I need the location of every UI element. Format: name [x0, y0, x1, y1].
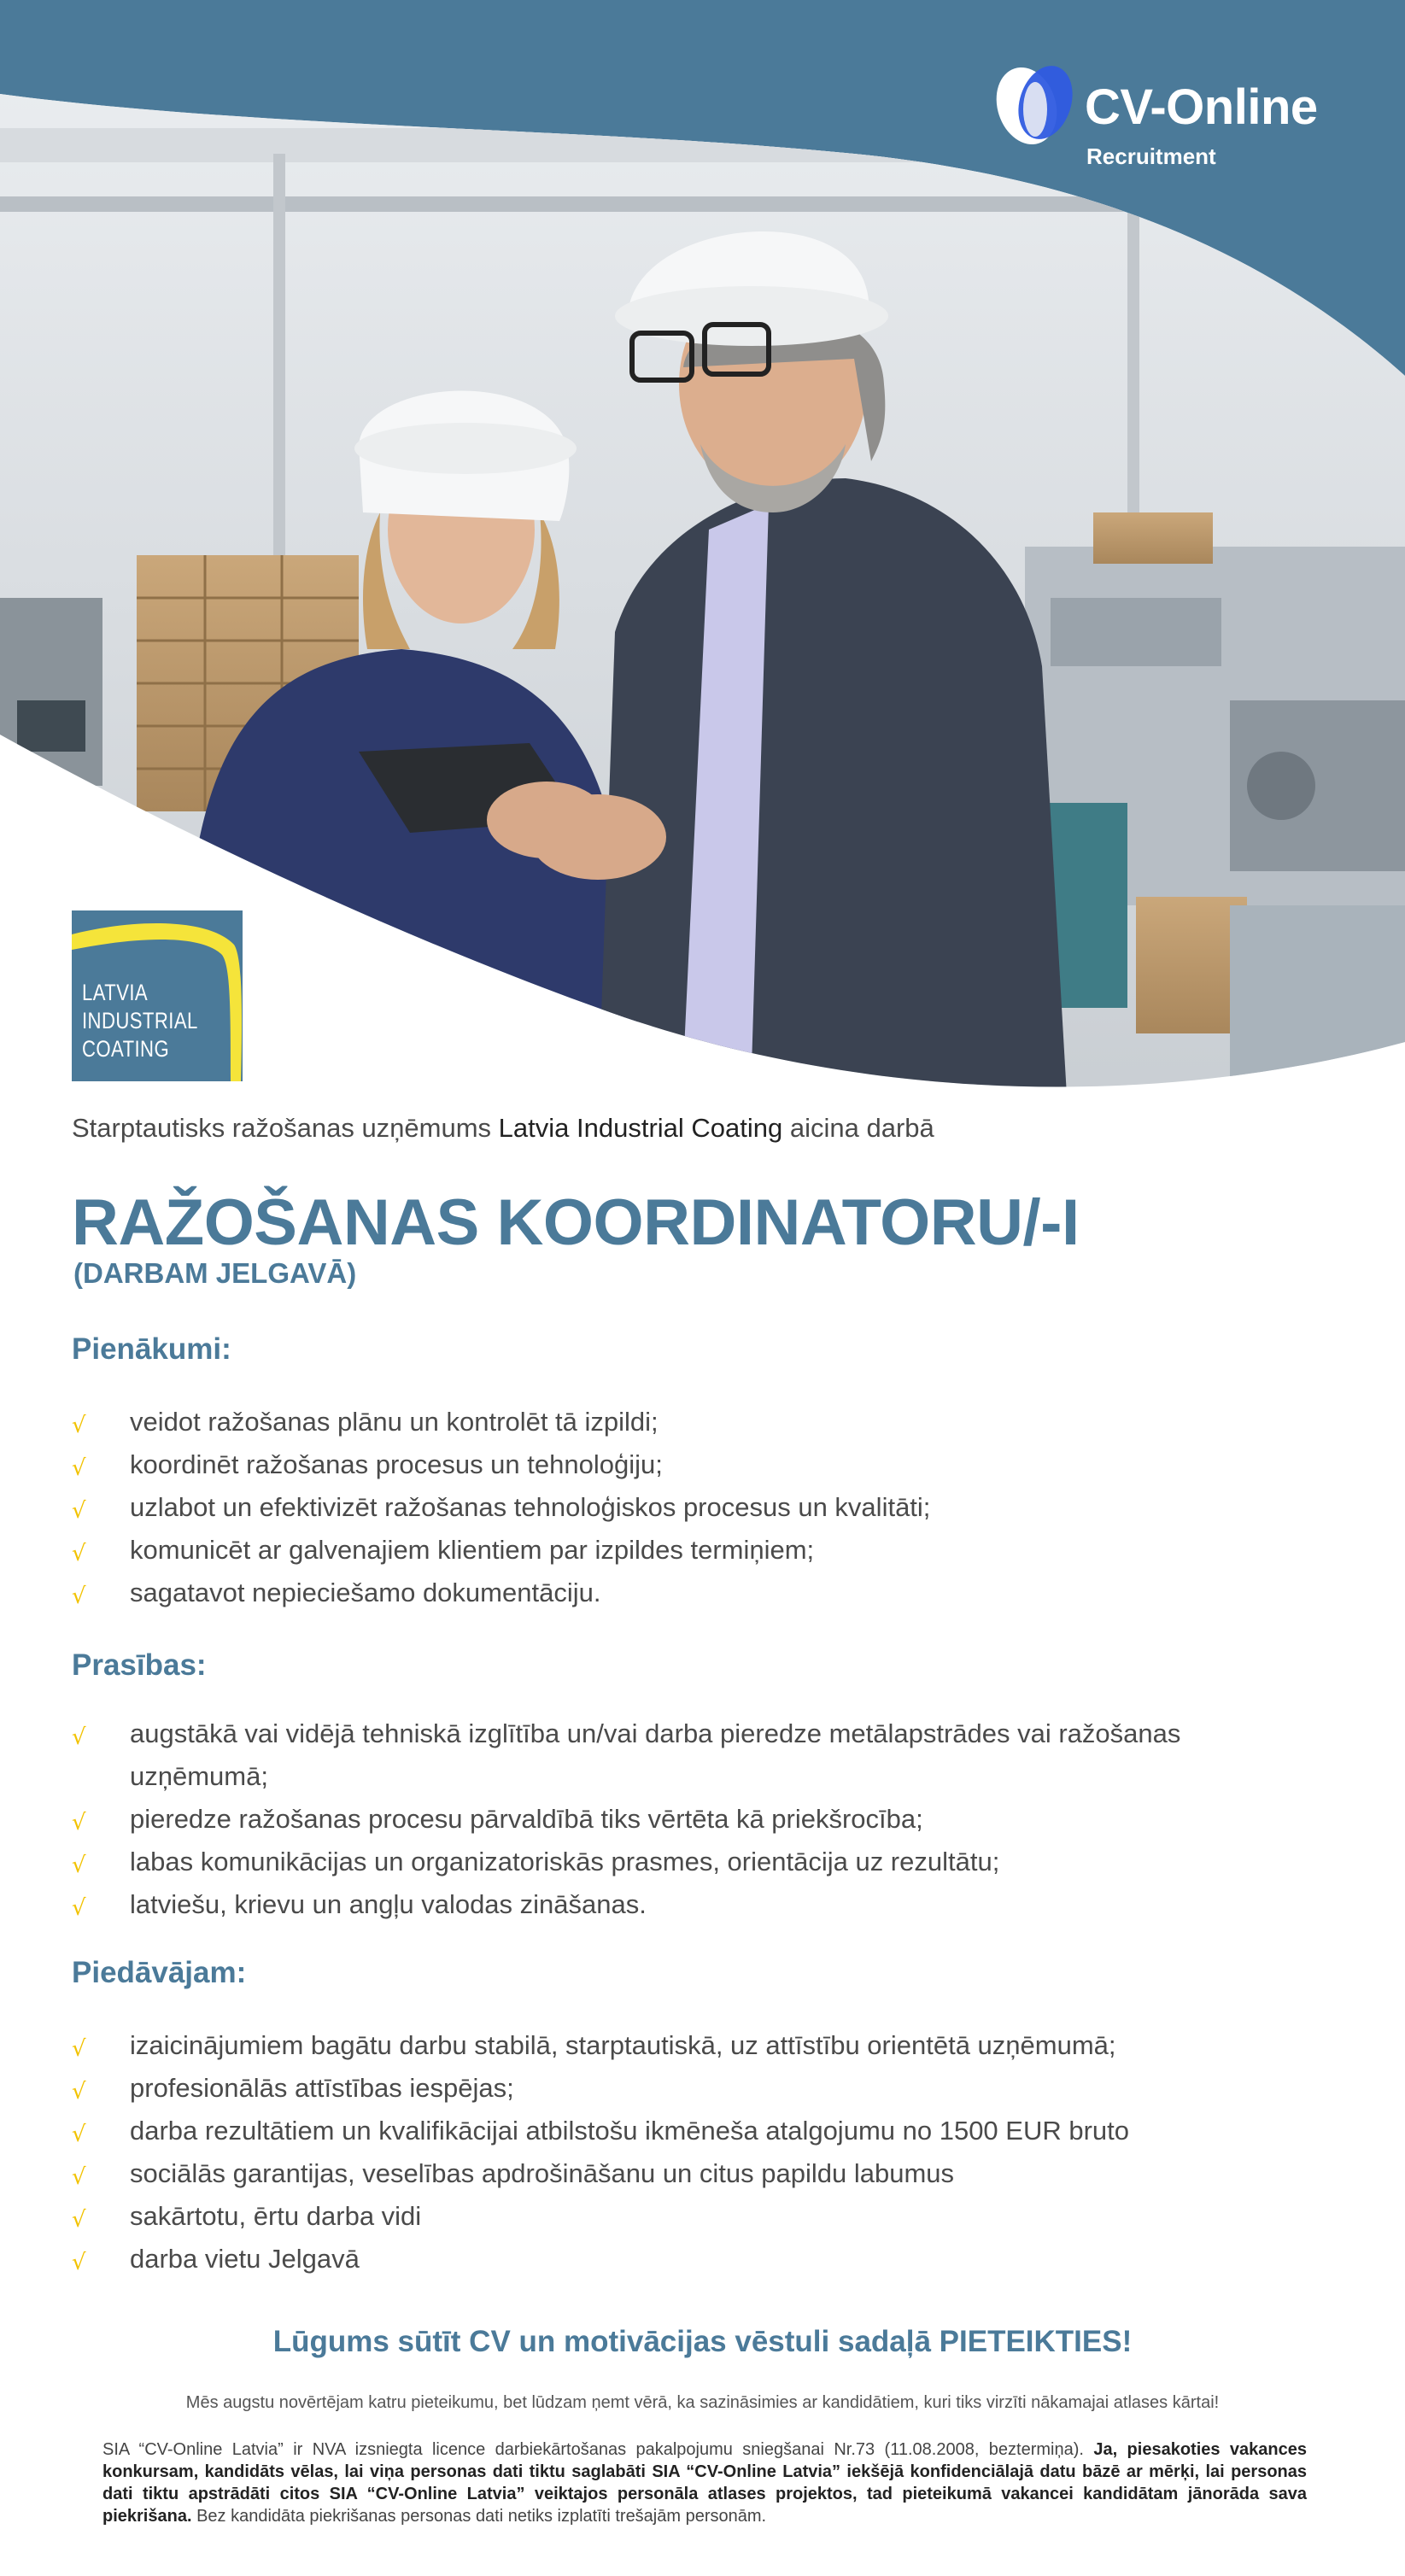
intro-after: aicina darbā: [782, 1113, 934, 1143]
check-icon: √: [72, 1724, 86, 1750]
list-item: √ uzlabot un efektivizēt ražošanas tehnoloģiskos procesus un kvalitāti;: [72, 1486, 1336, 1529]
legal-plain-2: Bez kandidāta piekrišanas personas dati netiks izplatīti trešajām personām.: [191, 2507, 767, 2526]
list-item: √ darba rezultātiem un kvalifikācijai atbilstošu ikmēneša atalgojumu no 1500 EUR bruto: [72, 2110, 1336, 2152]
hero-banner: [0, 0, 1405, 1102]
legal-plain-1: SIA “CV-Online Latvia” ir NVA izsniegta licence darbiekārtošanas pakalpojumu sniegšanai Nr.73 (11.08.2008, beztermiņa).: [102, 2440, 1094, 2459]
check-icon: √: [72, 1498, 86, 1524]
list-item: √ koordinēt ražošanas procesus un tehnoloģiju;: [72, 1443, 1336, 1486]
brand-name: CV-Online: [1085, 79, 1318, 135]
check-icon: √: [72, 1853, 86, 1878]
list-item: √ komunicēt ar galvenajiem klientiem par izpildes termiņiem;: [72, 1529, 1336, 1572]
intro-before: Starptautisks ražošanas uzņēmums: [72, 1113, 499, 1143]
logo-line-1: LATVIA: [82, 980, 149, 1005]
offers-list: [72, 2024, 1336, 2280]
list-item: √ augstākā vai vidējā tehniskā izglītība un/vai darba pieredze metālapstrādes vai ražošanas uzņēmumā;: [72, 1712, 1319, 1798]
check-icon: √: [72, 1584, 86, 1609]
logo-text: [82, 979, 198, 1063]
list-item: √ profesionālās attīstības iespējas;: [72, 2067, 1336, 2110]
cv-online-logo[interactable]: [992, 60, 1351, 179]
selection-note: Mēs augstu novērtējam katru pieteikumu, bet lūdzam ņemt vērā, ka sazināsimies ar kandidātiem, kuri tiks virzīti nākamajai atlases kārtai!: [185, 2393, 1220, 2412]
company-name: Latvia Industrial Coating: [498, 1113, 783, 1143]
cv-online-mark-icon: [992, 60, 1078, 149]
legal-bold: Ja, piesakoties vakances konkursam, kandidāts vēlas, lai viņa personas dati tiktu saglabāti SIA “CV-Online Latvia” iekšējā konfidenciālajā datu bāzē ar mērķi, lai personas dati tiktu apstrādāti citos SIA “CV-Online Latvia” veiktajos personāla atlases projektos, tad pieteikumā vakancei kandidātam jānorāda sava piekrišana.: [102, 2440, 1307, 2526]
requirements-list: [72, 1712, 1319, 1926]
list-item: √ labas komunikācijas un organizatoriskās prasmes, orientācija uz rezultātu;: [72, 1841, 1319, 1883]
check-icon: √: [72, 1413, 86, 1438]
list-item: √ veidot ražošanas plānu un kontrolēt tā izpildi;: [72, 1401, 1336, 1443]
check-icon: √: [72, 1895, 86, 1921]
job-title: RAŽOŠANAS KOORDINATORU/-I: [72, 1186, 1080, 1259]
check-icon: √: [72, 2036, 86, 2062]
logo-line-3: COATING: [82, 1036, 170, 1062]
list-item: √ sakārtotu, ērtu darba vidi: [72, 2195, 1336, 2238]
check-icon: √: [72, 2164, 86, 2190]
check-icon: √: [72, 2207, 86, 2233]
apply-call-to-action[interactable]: Lūgums sūtīt CV un motivācijas vēstuli sadaļā PIETEIKTIES!: [272, 2325, 1133, 2358]
job-subtitle: (DARBAM JELGAVĀ): [73, 1257, 357, 1289]
list-item: √ izaicinājumiem bagātu darbu stabilā, starptautiskā, uz attīstību orientētā uzņēmumā;: [72, 2024, 1336, 2067]
legal-notice: [102, 2438, 1307, 2527]
check-icon: √: [72, 2079, 86, 2105]
list-item: √ sagatavot nepieciešamo dokumentāciju.: [72, 1572, 1336, 1614]
duties-title: Pienākumi:: [72, 1332, 231, 1366]
list-item: √ pieredze ražošanas procesu pārvaldībā tiks vērtēta kā priekšrocība;: [72, 1798, 1319, 1841]
check-icon: √: [72, 2250, 86, 2275]
check-icon: √: [72, 1455, 86, 1481]
check-icon: √: [72, 1541, 86, 1566]
intro-line: [72, 1113, 934, 1144]
duties-list: [72, 1401, 1336, 1614]
requirements-title: Prasības:: [72, 1648, 207, 1682]
check-icon: √: [72, 2122, 86, 2147]
check-icon: √: [72, 1810, 86, 1835]
list-item: √ darba vietu Jelgavā: [72, 2238, 1336, 2280]
brand-subtitle: Recruitment: [1086, 143, 1216, 169]
latvia-industrial-coating-logo: [72, 910, 243, 1081]
list-item: √ sociālās garantijas, veselības apdrošināšanu un citus papildu labumus: [72, 2152, 1336, 2195]
offers-title: Piedāvājam:: [72, 1956, 247, 1989]
logo-line-2: INDUSTRIAL: [82, 1008, 198, 1033]
list-item: √ latviešu, krievu un angļu valodas zināšanas.: [72, 1883, 1319, 1926]
